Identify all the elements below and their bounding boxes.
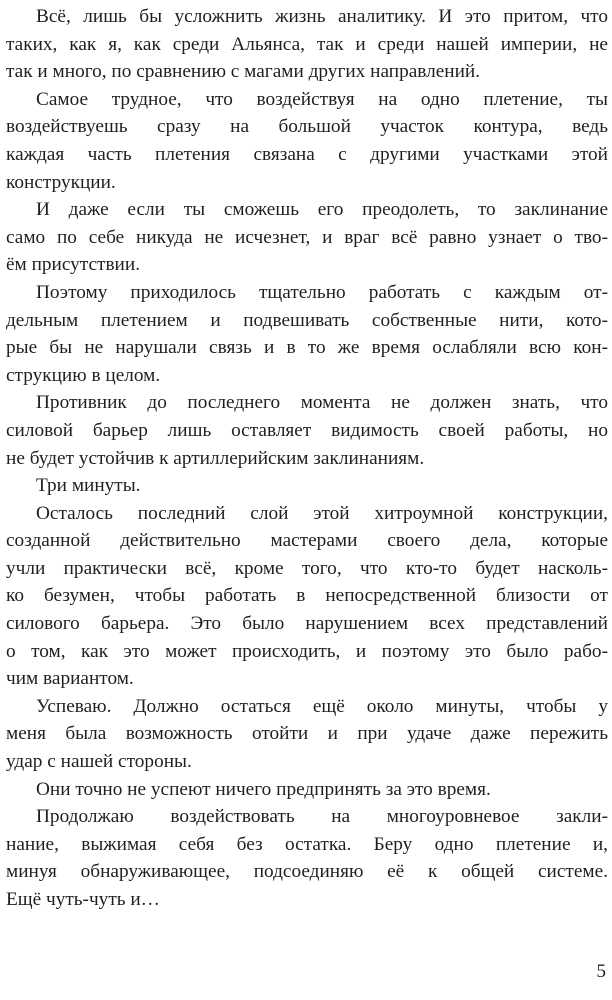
text-line: Продолжаю воздействовать на многоуровневое закли- [36, 806, 608, 828]
text-line: удар с нашей стороны. [6, 751, 192, 773]
text-line: Осталось последний слой этой хитроумной конструкции, [36, 502, 608, 524]
text-line: Успеваю. Должно остаться ещё около минуты, чтобы у [36, 695, 608, 717]
page-body-text [6, 3, 608, 914]
text-line: нание, выжимая себя без остатка. Беру одно плетение и, [6, 833, 608, 855]
text-line: каждая часть плетения связана с другими участками этой [6, 143, 608, 165]
page-number: 5 [596, 961, 606, 982]
text-line: Они точно не успеют ничего предпринять за это время. [36, 778, 491, 800]
text-line: ко безумен, чтобы работать в непосредственной близости от [6, 585, 608, 607]
text-line: созданной действительно мастерами своего дела, которые [6, 530, 608, 552]
paragraph [6, 693, 608, 776]
text-line: Противник до последнего момента не должен знать, что [36, 392, 608, 414]
text-line: рые бы не нарушали связь и в то же время ослабляли всю кон- [6, 337, 608, 359]
text-line: Поэтому приходилось тщательно работать с каждым от- [36, 281, 608, 303]
text-line: учли практически всё, кроме того, что кто-то будет насколь- [6, 557, 608, 579]
text-line: таких, как я, как среди Альянса, так и среди нашей империи, не [6, 33, 608, 55]
text-line: само по себе никуда не исчезнет, и враг всё равно узнает о тво- [6, 226, 608, 248]
text-line: о том, как это может происходить, и поэтому это было рабо- [6, 640, 608, 662]
paragraph [6, 803, 608, 913]
text-line: И даже если ты сможешь его преодолеть, то заклинание [36, 199, 608, 221]
text-line: струкцию в целом. [6, 364, 161, 386]
paragraph [6, 3, 608, 86]
text-line: Всё, лишь бы усложнить жизнь аналитику. И это притом, что [36, 6, 608, 27]
text-line: Ещё чуть-чуть и… [6, 889, 160, 910]
text-line: меня была возможность отойти и при удаче даже пережить [6, 723, 608, 745]
text-line: воздействуешь сразу на большой участок контура, ведь [6, 116, 608, 138]
text-line: силового барьера. Это было нарушением всех представлений [6, 613, 608, 635]
paragraph [6, 389, 608, 472]
paragraph [6, 472, 608, 500]
paragraph [6, 86, 608, 196]
text-line: конструкции. [6, 171, 116, 193]
paragraph [6, 196, 608, 279]
text-line: Три минуты. [36, 475, 141, 497]
paragraph [6, 500, 608, 693]
paragraph [6, 776, 608, 804]
text-line: силовой барьер лишь оставляет видимость своей работы, но [6, 419, 608, 441]
text-line: не будет устойчив к артиллерийским заклинаниям. [6, 447, 425, 469]
text-line: минуя обнаруживающее, подсоединяю её к общей системе. [6, 861, 608, 883]
text-line: дельным плетением и подвешивать собственные нити, кото- [6, 309, 608, 331]
paragraph [6, 279, 608, 389]
text-line: ём присутствии. [6, 254, 141, 276]
text-line: Самое трудное, что воздействуя на одно плетение, ты [36, 88, 608, 110]
text-line: так и много, по сравнению с магами других направлений. [6, 61, 481, 83]
text-line: чим вариантом. [6, 668, 134, 690]
